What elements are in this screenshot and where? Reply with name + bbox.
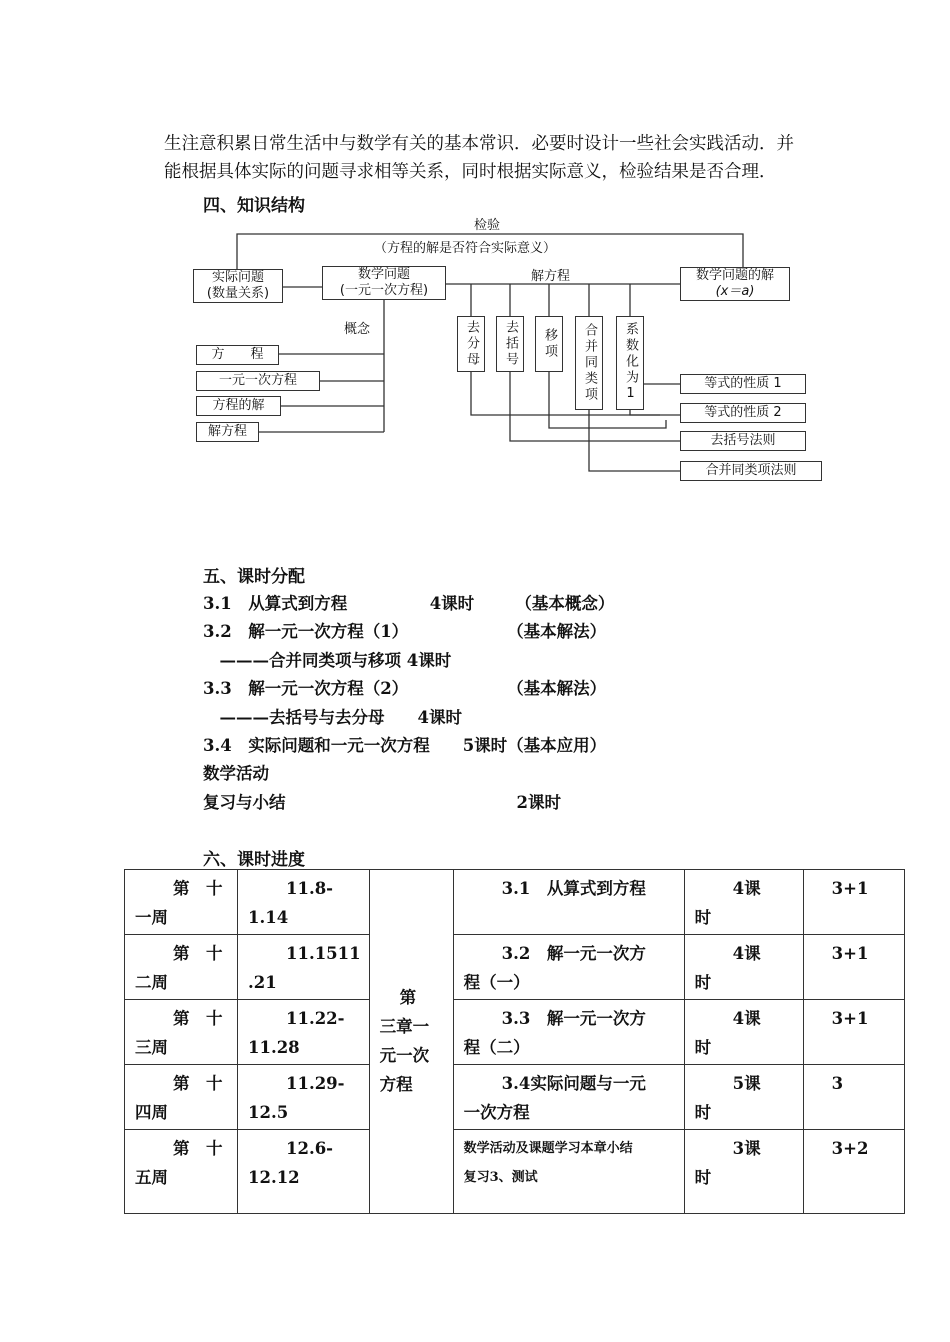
step-combine-like-terms: 合并同类项 — [575, 316, 603, 410]
extra-cell: 3+1 — [803, 935, 904, 1000]
week-cell — [125, 1130, 238, 1214]
lesson-text-1: 3.4实际问题与一元 — [501, 1074, 646, 1093]
chapter-text-2: 三章一 — [379, 1016, 430, 1036]
dates-text-1: 11.22- — [286, 1009, 345, 1028]
week-text-2: 五周 — [135, 1168, 168, 1187]
hours-text-2: 时 — [694, 973, 712, 992]
step-remove-brackets: 去括号 — [496, 316, 524, 372]
dates-text-2: .21 — [248, 973, 277, 992]
intro-line-1: 生注意积累日常生活中与数学有关的基本常识．必要时设计一些社会实践活动．并 — [164, 134, 794, 154]
extra-cell: 3+1 — [803, 870, 904, 935]
week-text-1: 第 十 — [173, 1074, 223, 1093]
intro-line-2: 能根据具体实际的问题寻求相等关系，同时根据实际意义，检验结果是否合理． — [164, 162, 777, 182]
section-6-title: 六、课时进度 — [203, 850, 305, 870]
dates-text-2: 12.5 — [248, 1103, 289, 1122]
alloc-line-4: 3.3 解一元一次方程（2） （基本解法） — [203, 679, 607, 698]
alloc-line-8: 复习与小结 2课时 — [203, 793, 561, 812]
week-text-2: 二周 — [135, 973, 168, 992]
lesson-text-2: 一次方程 — [463, 1103, 530, 1122]
section-5-title: 五、课时分配 — [203, 567, 305, 587]
real-problem-title: 实际问题 — [211, 270, 264, 285]
hours-cell — [684, 870, 803, 935]
real-problem-box — [193, 269, 283, 303]
week-text-1: 第 十 — [173, 879, 223, 898]
lesson-cell — [453, 870, 684, 935]
week-text-1: 第 十 — [173, 944, 223, 963]
alloc-line-6: 3.4 实际问题和一元一次方程 5课时（基本应用） — [203, 736, 607, 755]
hours-text-2: 时 — [694, 908, 712, 927]
hours-text-1: 3课 — [732, 1139, 761, 1158]
week-cell — [125, 870, 238, 935]
alloc-line-7: 数学活动 — [203, 764, 269, 783]
check-sublabel: （方程的解是否符合实际意义） — [374, 241, 557, 256]
lesson-cell — [453, 1000, 684, 1065]
concept-label: 概念 — [344, 322, 371, 337]
math-problem-title: 数学问题 — [357, 267, 410, 282]
table-row — [125, 870, 905, 935]
hours-cell — [684, 935, 803, 1000]
chapter-cell — [369, 870, 453, 1214]
dates-text-1: 11.8- — [286, 879, 334, 898]
hours-cell — [684, 1000, 803, 1065]
extra-cell: 3 — [803, 1065, 904, 1130]
solve-equation-label: 解方程 — [531, 269, 571, 284]
hours-cell — [684, 1130, 803, 1214]
lesson-text-1: 3.2 解一元一次方 — [501, 944, 646, 963]
extra-cell: 3+1 — [803, 1000, 904, 1065]
lesson-text-1: 3.1 从算式到方程 — [501, 879, 646, 898]
math-problem-box — [322, 266, 446, 300]
lesson-cell — [453, 1065, 684, 1130]
section-4-title: 四、知识结构 — [203, 196, 305, 216]
rule-combine-like-terms: 合并同类项法则 — [680, 461, 822, 481]
extra-cell: 3+2 — [803, 1130, 904, 1214]
dates-cell — [238, 1065, 370, 1130]
concept-equation: 方 程 — [196, 345, 279, 365]
concept-linear-equation: 一元一次方程 — [196, 371, 320, 391]
math-solution-box — [680, 267, 790, 301]
dates-cell — [238, 935, 370, 1000]
step-coefficient-to-one: 系数化为1 — [616, 316, 644, 410]
chapter-text-4: 方程 — [379, 1074, 413, 1094]
week-cell — [125, 1065, 238, 1130]
dates-text-1: 11.1511 — [286, 944, 361, 963]
alloc-line-1: 3.1 从算式到方程 4课时 （基本概念） — [203, 594, 615, 613]
dates-text-2: 1.14 — [248, 908, 289, 927]
alloc-line-2: 3.2 解一元一次方程（1） （基本解法） — [203, 622, 607, 641]
hours-text-2: 时 — [694, 1038, 712, 1057]
dates-text-2: 11.28 — [248, 1038, 300, 1057]
chapter-text-1: 第 — [399, 987, 417, 1007]
table-row — [125, 1065, 905, 1130]
dates-text-1: 11.29- — [286, 1074, 345, 1093]
lesson-text-2: 程（二） — [463, 1038, 530, 1057]
dates-cell — [238, 1000, 370, 1065]
schedule-table — [124, 869, 905, 1214]
hours-text-1: 4课 — [732, 1009, 761, 1028]
lesson-text-2: 复习3、测试 — [463, 1170, 538, 1185]
real-problem-sub: (数量关系) — [206, 286, 270, 301]
hours-text-1: 5课 — [732, 1074, 761, 1093]
lesson-cell — [453, 1130, 684, 1214]
math-solution-sub: (x＝a) — [715, 284, 755, 299]
diagram-connectors — [0, 0, 950, 520]
hours-cell — [684, 1065, 803, 1130]
table-row — [125, 1000, 905, 1065]
rule-equality-property-1: 等式的性质 1 — [680, 374, 806, 394]
step-remove-denominator: 去分母 — [457, 316, 485, 372]
table-row — [125, 935, 905, 1000]
alloc-line-3: ———合并同类项与移项 4课时 — [203, 651, 452, 670]
check-label: 检验 — [474, 218, 501, 233]
week-text-2: 一周 — [135, 908, 168, 927]
hours-text-2: 时 — [694, 1168, 712, 1187]
math-solution-title: 数学问题的解 — [695, 268, 774, 283]
week-text-2: 三周 — [135, 1038, 168, 1057]
lesson-text-1: 数学活动及课题学习本章小结 — [463, 1141, 633, 1156]
hours-text-1: 4课 — [732, 944, 761, 963]
lesson-cell — [453, 935, 684, 1000]
week-text-1: 第 十 — [173, 1139, 223, 1158]
week-cell — [125, 1000, 238, 1065]
concept-equation-solution: 方程的解 — [196, 396, 281, 416]
step-transpose: 移项 — [535, 316, 563, 372]
concept-solve-equation: 解方程 — [196, 422, 259, 442]
chapter-text-3: 元一次 — [379, 1045, 430, 1065]
week-text-2: 四周 — [135, 1103, 168, 1122]
hours-text-1: 4课 — [732, 879, 761, 898]
dates-text-2: 12.12 — [248, 1168, 300, 1187]
knowledge-structure-diagram — [0, 0, 950, 520]
math-problem-sub: (一元一次方程) — [339, 283, 429, 298]
dates-cell — [238, 1130, 370, 1214]
alloc-line-5: ———去括号与去分母 4课时 — [203, 708, 462, 727]
rule-bracket-removal: 去括号法则 — [680, 431, 806, 451]
table-row — [125, 1130, 905, 1214]
dates-text-1: 12.6- — [286, 1139, 334, 1158]
hours-text-2: 时 — [694, 1103, 712, 1122]
lesson-text-2: 程（一） — [463, 973, 530, 992]
dates-cell — [238, 870, 370, 935]
week-text-1: 第 十 — [173, 1009, 223, 1028]
lesson-text-1: 3.3 解一元一次方 — [501, 1009, 646, 1028]
week-cell — [125, 935, 238, 1000]
rule-equality-property-2: 等式的性质 2 — [680, 403, 806, 423]
